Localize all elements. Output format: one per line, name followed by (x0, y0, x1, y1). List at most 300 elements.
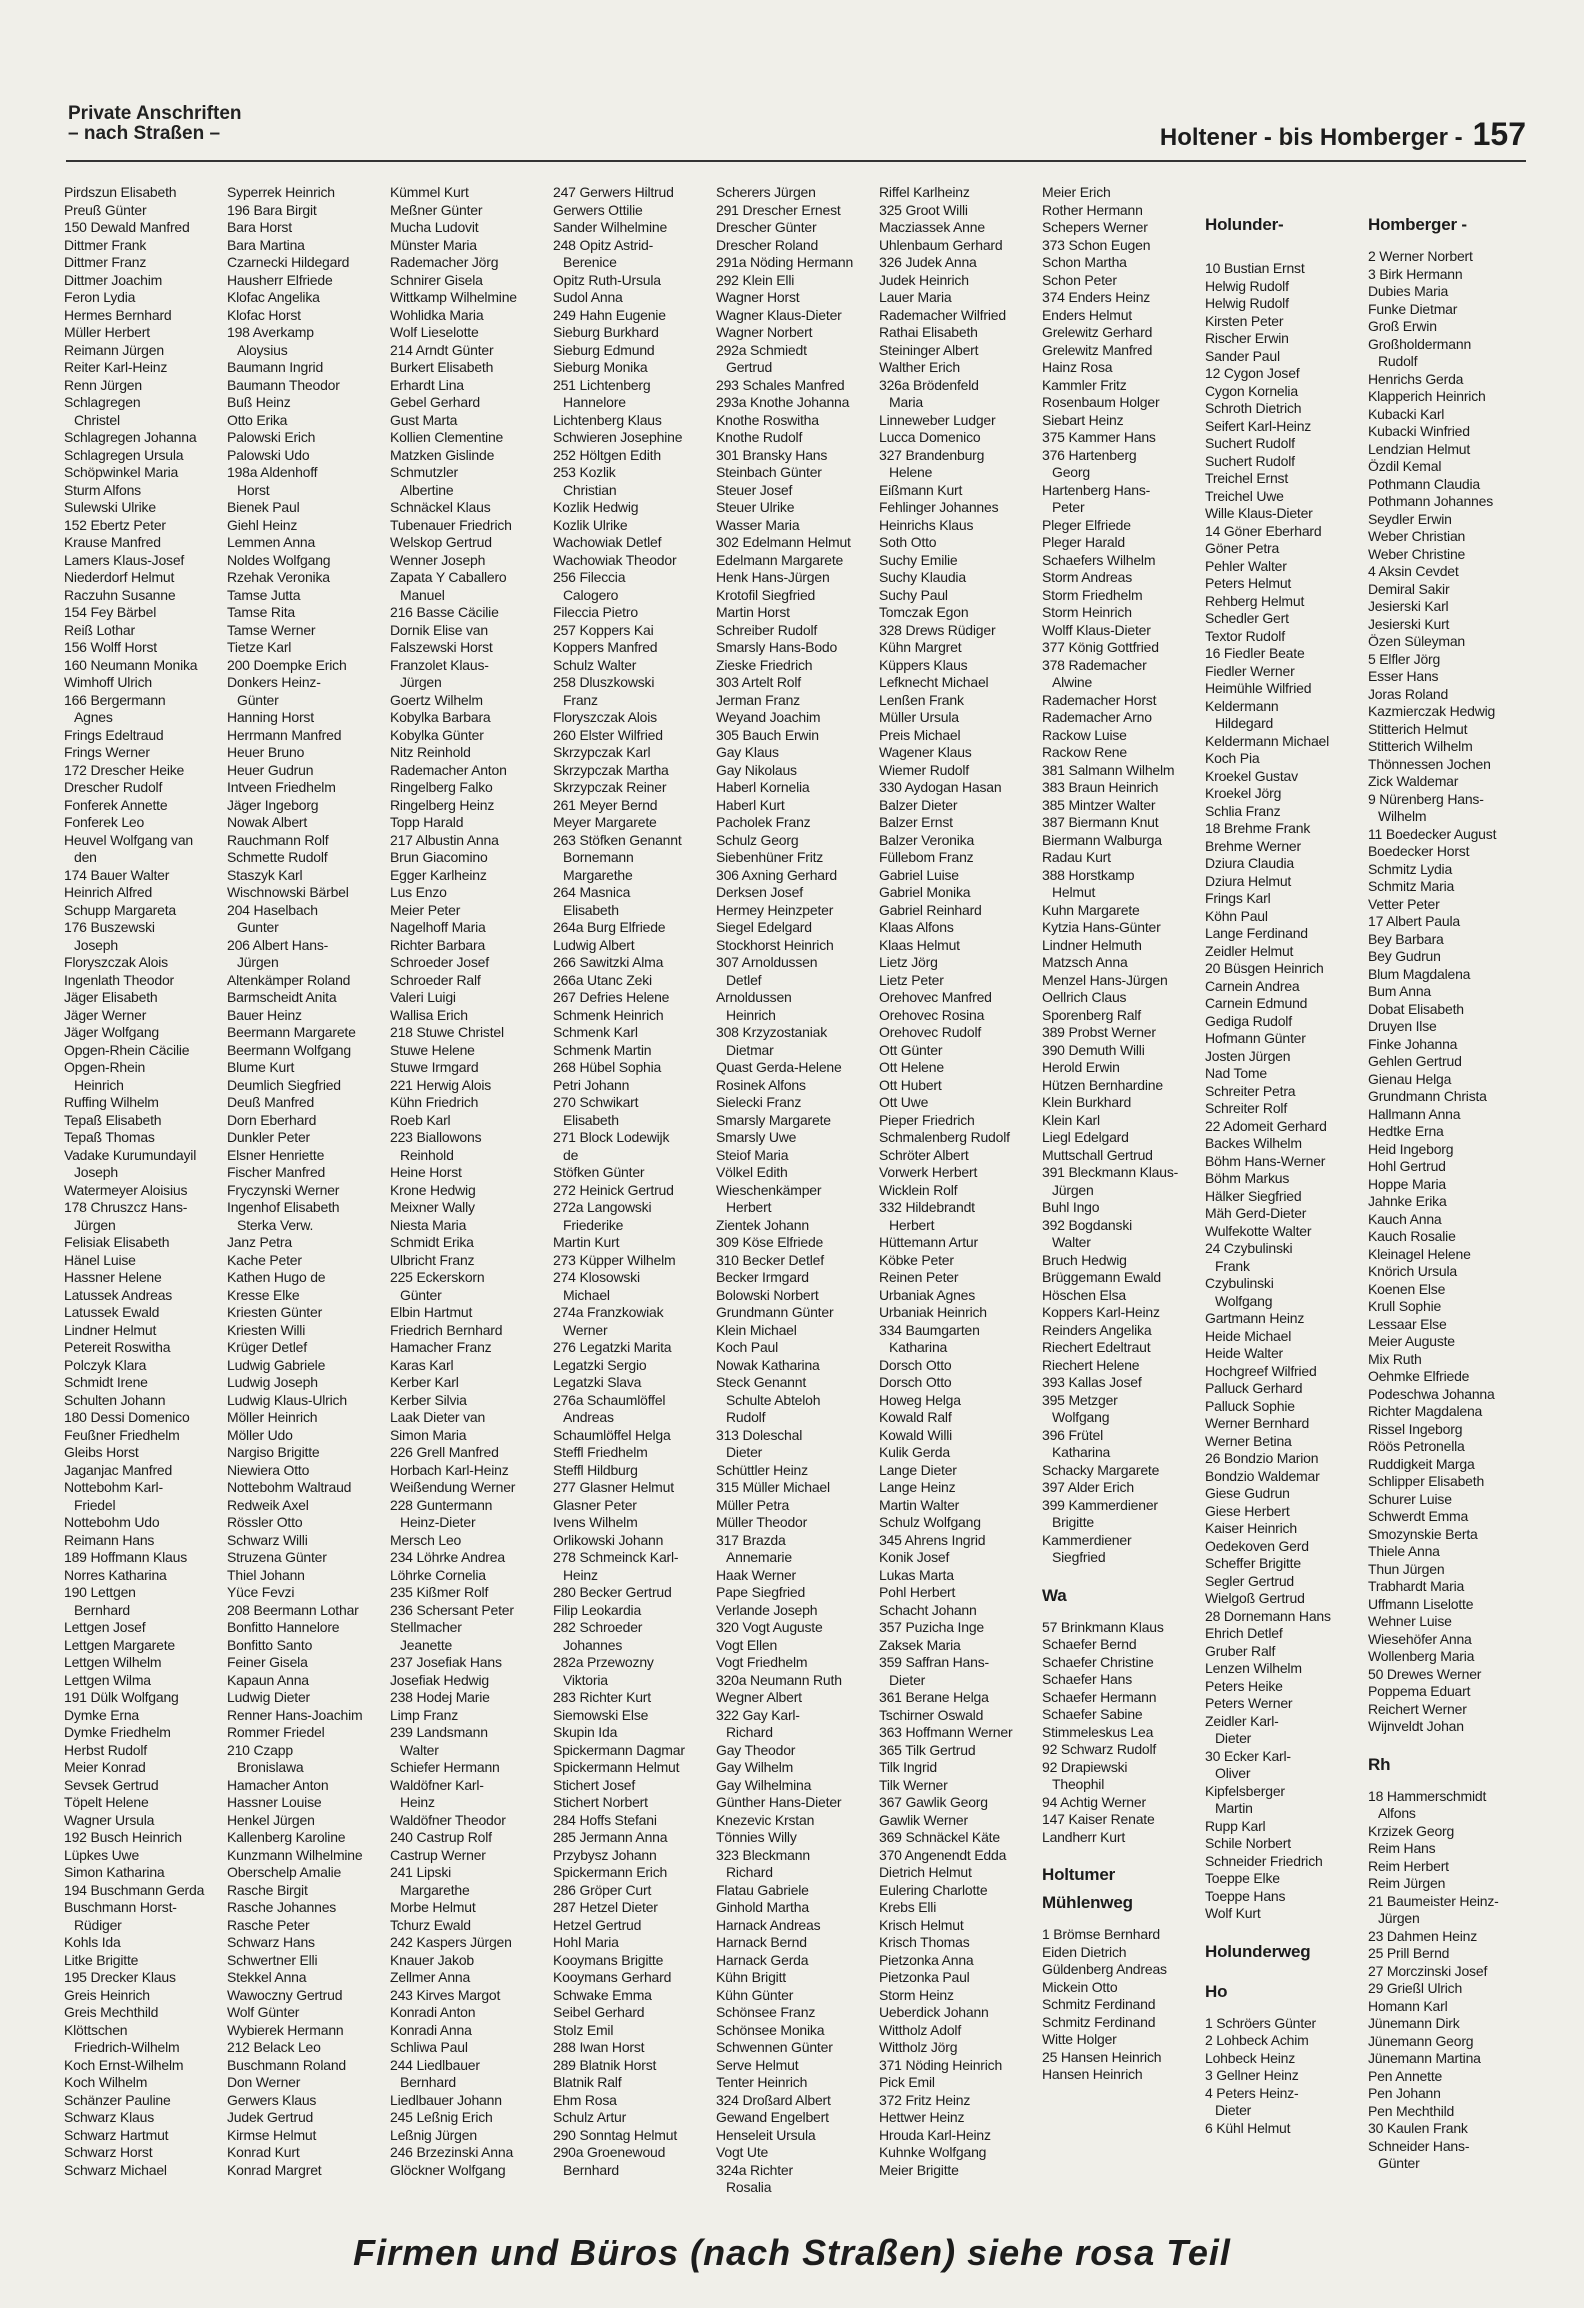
resident-entry: Vorwerk Herbert (879, 1164, 978, 1180)
resident-entry: Schulz Wolfgang (879, 1514, 981, 1530)
resident-entry: Sevsek Gertrud (64, 1776, 159, 1793)
resident-entry: 370 Angenendt Edda (879, 1846, 1007, 1863)
resident-entry: Sander Wilhelmine (553, 219, 668, 235)
resident-entry: Buhl Ingo (1042, 1199, 1100, 1215)
resident-entry: 375 Kammer Hans (1042, 429, 1156, 445)
resident-entry: 50 Drewes Werner (1368, 1665, 1482, 1682)
resident-entry: Meier Auguste (1368, 1333, 1455, 1349)
resident-entry: Koch Pia (1205, 750, 1260, 766)
resident-entry: 204 Haselbach (227, 901, 318, 918)
resident-entry: 302 Edelmann Helmut (716, 534, 851, 550)
resident-entry: Legatzki Slava (553, 1374, 642, 1390)
resident-entry: Palowski Udo (227, 446, 310, 463)
resident-entry: Franzolet Klaus- (390, 656, 489, 673)
resident-entry: Bey Barbara (1368, 930, 1444, 947)
resident-entry: Koch Ernst-Wilhelm (64, 2056, 184, 2073)
resident-entry: Schwarz Klaus (64, 2109, 154, 2125)
resident-entry: Kroekel Jörg (1205, 785, 1282, 801)
resident-entry: Schaefer Christine (1042, 1653, 1154, 1670)
resident-entry: Hedtke Erna (1368, 1123, 1444, 1139)
resident-entry: 289 Blatnik Horst (553, 2056, 657, 2073)
resident-entry: Becker Irmgard (716, 1269, 809, 1285)
resident-entry: Wijnveldt Johan (1368, 1718, 1464, 1734)
resident-entry: Bum Anna (1368, 983, 1431, 999)
resident-entry: Schwarz Hartmut (64, 2126, 169, 2143)
resident-entry: Herbst Rudolf (64, 1741, 147, 1758)
resident-entry: Laak Dieter van (390, 1409, 486, 1425)
resident-entry: Welskop Gertrud (390, 534, 492, 550)
resident-entry: Ludwig Albert (553, 936, 635, 953)
resident-entry: Giese Gudrun (1205, 1485, 1290, 1501)
resident-entry: 3 Birk Hermann (1368, 265, 1463, 282)
resident-entry: Klein Karl (1042, 1111, 1100, 1128)
street-heading: Rh (1368, 1754, 1391, 1774)
entry-continuation: Calogero (563, 586, 619, 603)
entry-continuation: Christel (74, 411, 120, 428)
resident-entry: 247 Gerwers Hiltrud (553, 184, 674, 200)
resident-entry: Rissel Ingeborg (1368, 1420, 1463, 1437)
resident-entry: Schwarz Willi (227, 1531, 308, 1548)
resident-entry: Köhn Paul (1205, 907, 1268, 924)
spacer (1042, 1846, 1205, 1858)
resident-entry: Wittholz Adolf (879, 2021, 962, 2038)
resident-entry: Giehl Heinz (227, 516, 298, 533)
entry-continuation: Gunter (237, 919, 279, 935)
resident-entry: Judek Gertrud (227, 2109, 314, 2125)
resident-entry: 147 Kaiser Renate (1042, 1811, 1155, 1827)
resident-entry: Pirdszun Elisabeth (64, 184, 177, 200)
resident-entry: Blatnik Ralf (553, 2074, 622, 2090)
resident-entry: Schlagregen (64, 394, 141, 410)
resident-entry: Sturm Alfons (64, 481, 141, 498)
resident-entry: 20 Büsgen Heinrich (1205, 960, 1324, 976)
resident-entry: Josefiak Hedwig (390, 1671, 489, 1688)
resident-entry: 4 Aksin Cevdet (1368, 563, 1459, 579)
resident-entry: Lietz Peter (879, 971, 944, 988)
resident-entry: Hausherr Elfriede (227, 271, 333, 288)
resident-entry: 309 Köse Elfriede (716, 1234, 824, 1250)
resident-entry: 317 Brazda (716, 1531, 786, 1548)
resident-entry: 240 Castrup Rolf (390, 1829, 492, 1845)
resident-entry: Czarnecki Hildegard (227, 254, 350, 270)
resident-entry: Tilk Ingrid (879, 1759, 937, 1775)
resident-entry: Kresse Elke (227, 1286, 300, 1303)
resident-entry: Reiter Karl-Heinz (64, 359, 168, 375)
resident-entry: 5 Elfler Jörg (1368, 650, 1441, 667)
resident-entry: 198a Aldenhoff (227, 464, 318, 480)
resident-entry: Wittkamp Wilhelmine (390, 289, 517, 305)
resident-entry: Schlagregen Johanna (64, 429, 197, 445)
resident-entry: Altenkämper Roland (227, 971, 351, 988)
resident-entry: Nottebohm Waltraud (227, 1479, 352, 1495)
resident-entry: Kohls Ida (64, 1934, 121, 1950)
resident-entry: Kulik Gerda (879, 1444, 950, 1460)
resident-entry: Ott Uwe (879, 1094, 929, 1110)
resident-entry: Knothe Roswitha (716, 411, 819, 428)
resident-entry: Klein Michael (716, 1321, 797, 1338)
resident-entry: Richter Barbara (390, 936, 486, 953)
resident-entry: Kytzia Hans-Günter (1042, 919, 1161, 935)
resident-entry: Niederdorf Helmut (64, 569, 175, 585)
resident-entry: Gay Wilhelmina (716, 1776, 812, 1793)
resident-entry: Wallisa Erich (390, 1006, 468, 1023)
entry-continuation: Dieter (1215, 1730, 1252, 1746)
resident-entry: Löhrke Cornelia (390, 1566, 486, 1583)
resident-entry: Stichert Josef (553, 1776, 636, 1793)
resident-entry: Lichtenberg Klaus (553, 411, 662, 428)
entry-continuation: Schulte Abteloh (726, 1391, 821, 1408)
resident-entry: Walther Erich (879, 359, 960, 375)
resident-entry: Bey Gudrun (1368, 948, 1441, 964)
resident-entry: Konradi Anna (390, 2021, 472, 2038)
resident-entry: Schroth Dietrich (1205, 400, 1302, 416)
resident-entry: 395 Metzger (1042, 1391, 1118, 1408)
entry-continuation: Jürgen (1052, 1181, 1094, 1198)
resident-entry: Drescher Rudolf (64, 779, 163, 795)
resident-entry: Sander Paul (1205, 347, 1280, 364)
resident-entry: Gewand Engelbert (716, 2109, 829, 2125)
resident-entry: Schon Martha (1042, 254, 1127, 270)
resident-entry: Barmscheidt Anita (227, 989, 337, 1005)
entry-continuation: Viktoria (563, 1671, 608, 1688)
resident-entry: Wegner Albert (716, 1689, 802, 1705)
entry-continuation: Richard (726, 1724, 773, 1740)
resident-entry: Lange Heinz (879, 1479, 956, 1495)
resident-entry: Meier Brigitte (879, 2161, 959, 2178)
resident-entry: 378 Rademacher (1042, 656, 1147, 673)
resident-entry: Ingenlath Theodor (64, 971, 174, 988)
resident-entry: Herold Erwin (1042, 1059, 1120, 1075)
resident-entry: Uffmann Liselotte (1368, 1595, 1474, 1612)
resident-entry: Radau Kurt (1042, 849, 1111, 865)
entry-continuation: Rudolf (1378, 353, 1418, 369)
resident-entry: Rackow Rene (1042, 744, 1127, 760)
resident-entry: Tomczak Egon (879, 604, 969, 620)
resident-entry: 221 Herwig Alois (390, 1076, 492, 1093)
entry-continuation: Hildegard (1215, 715, 1274, 731)
resident-entry: Rauchmann Rolf (227, 831, 329, 848)
resident-entry: Zick Waldemar (1368, 773, 1459, 789)
resident-entry: Röös Petronella (1368, 1438, 1465, 1454)
entry-continuation: Berenice (563, 254, 617, 270)
resident-entry: 287 Hetzel Dieter (553, 1899, 658, 1915)
resident-entry: 284 Hoffs Stefani (553, 1811, 657, 1828)
resident-entry: 94 Achtig Werner (1042, 1793, 1146, 1810)
resident-entry: 17 Albert Paula (1368, 913, 1460, 929)
resident-entry: 272a Langowski (553, 1199, 652, 1215)
resident-entry: Glasner Peter (553, 1496, 637, 1513)
resident-entry: Podeschwa Johanna (1368, 1385, 1495, 1402)
entry-continuation: Agnes (74, 709, 113, 725)
resident-entry: Konrad Margret (227, 2161, 322, 2178)
directory-column-4 (553, 184, 716, 2194)
resident-entry: 272 Heinick Gertrud (553, 1181, 674, 1198)
resident-entry: Skrzypczak Reiner (553, 779, 667, 795)
resident-entry: Schulten Johann (64, 1391, 166, 1408)
resident-entry: Wollenberg Maria (1368, 1648, 1475, 1664)
entry-continuation: Margarethe (400, 1881, 470, 1898)
resident-entry: Schaefer Bernd (1042, 1636, 1137, 1652)
resident-entry: Arnoldussen (716, 989, 792, 1005)
resident-entry: Buschmann Roland (227, 2056, 346, 2073)
entry-continuation: Walter (1052, 1234, 1091, 1250)
resident-entry: Intveen Friedhelm (227, 779, 336, 795)
resident-entry: Wolf Kurt (1205, 1905, 1261, 1921)
resident-entry: Lohbeck Heinz (1205, 2049, 1296, 2066)
resident-entry: 4 Peters Heinz- (1205, 2084, 1299, 2101)
page-number: 157 (1472, 116, 1526, 152)
resident-entry: Großholdermann (1368, 335, 1472, 352)
resident-entry: 267 Defries Helene (553, 989, 670, 1005)
resident-entry: Dubies Maria (1368, 283, 1449, 299)
resident-entry: Schänzer Pauline (64, 2091, 171, 2108)
resident-entry: Steffl Friedhelm (553, 1444, 648, 1460)
resident-entry: Hohl Maria (553, 1934, 619, 1950)
resident-entry: Felisiak Elisabeth (64, 1234, 170, 1250)
resident-entry: Hochgreef Wilfried (1205, 1362, 1317, 1379)
resident-entry: Lettgen Wilma (64, 1671, 151, 1688)
resident-entry: 276 Legatzki Marita (553, 1339, 672, 1355)
resident-entry: 3 Gellner Heinz (1205, 2067, 1299, 2083)
resident-entry: Füllebom Franz (879, 849, 974, 865)
resident-entry: Spickermann Helmut (553, 1759, 680, 1775)
resident-entry: Castrup Werner (390, 1846, 486, 1863)
resident-entry: Syperrek Heinrich (227, 184, 335, 200)
resident-entry: Boedecker Horst (1368, 843, 1470, 859)
resident-entry: Valeri Luigi (390, 989, 456, 1005)
resident-entry: Skupin Ida (553, 1724, 618, 1740)
resident-entry: Gay Theodor (716, 1741, 796, 1758)
resident-entry: Janz Petra (227, 1234, 292, 1250)
resident-entry: Rasche Peter (227, 1916, 310, 1933)
resident-entry: 307 Arnoldussen (716, 954, 818, 970)
resident-entry: Keldermann (1205, 697, 1279, 714)
resident-entry: Völkel Edith (716, 1164, 788, 1180)
resident-entry: Hanning Horst (227, 709, 314, 725)
resident-entry: Kollien Clementine (390, 429, 504, 445)
resident-entry: Rother Hermann (1042, 201, 1143, 218)
resident-entry: 238 Hodej Marie (390, 1689, 490, 1705)
resident-entry: Orehovec Manfred (879, 989, 992, 1005)
resident-entry: Hermey Heinzpeter (716, 901, 834, 918)
resident-entry: Suchy Emilie (879, 551, 958, 568)
entry-continuation: Manuel (400, 586, 445, 603)
resident-entry: Baumann Ingrid (227, 359, 324, 375)
resident-entry: Zaksek Maria (879, 1636, 961, 1653)
resident-entry: Kühn Friedrich (390, 1094, 479, 1110)
resident-entry: 324 Droßard Albert (716, 2091, 831, 2108)
resident-entry: Bauer Heinz (227, 1006, 302, 1023)
resident-entry: Heuer Gudrun (227, 761, 314, 778)
resident-entry: Schaumlöffel Helga (553, 1426, 671, 1443)
resident-entry: Funke Dietmar (1368, 300, 1458, 317)
resident-entry: Tchurz Ewald (390, 1916, 471, 1933)
resident-entry: 363 Hoffmann Werner (879, 1724, 1013, 1740)
resident-entry: Ott Helene (879, 1059, 944, 1075)
resident-entry: 235 Kißmer Rolf (390, 1584, 489, 1600)
entry-continuation: Bronislawa (237, 1759, 304, 1775)
resident-entry: Egger Karlheinz (390, 866, 487, 883)
resident-entry: Toeppe Hans (1205, 1887, 1286, 1904)
entry-continuation: Detlef (726, 971, 762, 988)
entry-continuation: Dieter (1215, 2102, 1252, 2118)
entry-continuation: Bornemann (563, 849, 634, 865)
resident-entry: Skrzypczak Martha (553, 761, 669, 778)
resident-entry: 390 Demuth Willi (1042, 1041, 1145, 1058)
resident-entry: Kühn Günter (716, 1986, 794, 2003)
resident-entry: Struzena Günter (227, 1549, 327, 1565)
resident-entry: Koenen Else (1368, 1280, 1446, 1297)
entry-continuation: Andreas (563, 1409, 614, 1425)
resident-entry: Trabhardt Maria (1368, 1578, 1465, 1594)
spacer (1205, 248, 1368, 260)
resident-entry: Frings Karl (1205, 890, 1271, 906)
resident-entry: 327 Brandenburg (879, 446, 985, 463)
resident-entry: Segler Gertrud (1205, 1572, 1295, 1589)
resident-entry: Weyand Joachim (716, 709, 821, 725)
resident-entry: Urbaniak Heinrich (879, 1304, 987, 1320)
resident-entry: Sudol Anna (553, 289, 623, 305)
page-footer: Firmen und Büros (nach Straßen) siehe rosa Teil (353, 2232, 1231, 2273)
resident-entry: 192 Busch Heinrich (64, 1829, 182, 1845)
resident-entry: Joras Roland (1368, 685, 1449, 702)
resident-entry: Reinders Angelika (1042, 1321, 1152, 1338)
resident-entry: Henk Hans-Jürgen (716, 569, 830, 585)
entry-continuation: Heinz (563, 1566, 598, 1583)
resident-entry: Elsner Henriette (227, 1146, 325, 1163)
resident-entry: Treichel Uwe (1205, 487, 1284, 504)
resident-entry: Rehberg Helmut (1205, 592, 1305, 609)
resident-entry: Elbin Hartmut (390, 1304, 473, 1320)
resident-entry: Latussek Andreas (64, 1286, 173, 1303)
resident-entry: Pehler Walter (1205, 557, 1287, 574)
resident-entry: Rupp Karl (1205, 1817, 1266, 1834)
header-rule (66, 160, 1526, 162)
resident-entry: Wagner Norbert (716, 324, 813, 340)
resident-entry: Schlagregen Ursula (64, 446, 184, 463)
resident-entry: Tepaß Elisabeth (64, 1111, 162, 1128)
resident-entry: 10 Bustian Ernst (1205, 260, 1305, 276)
resident-entry: Lettgen Margarete (64, 1636, 176, 1653)
resident-entry: Norres Katharina (64, 1566, 167, 1583)
resident-entry: 308 Krzyzostaniak (716, 1024, 827, 1040)
resident-entry: 328 Drews Rüdiger (879, 621, 996, 638)
resident-entry: Bolowski Norbert (716, 1286, 819, 1303)
resident-entry: 399 Kammerdiener (1042, 1496, 1158, 1513)
resident-entry: Sporenberg Ralf (1042, 1006, 1141, 1023)
resident-entry: 325 Groot Willi (879, 201, 968, 218)
resident-entry: 195 Drecker Klaus (64, 1969, 176, 1985)
resident-entry: Stellmacher (390, 1619, 462, 1635)
resident-entry: Martin Horst (716, 604, 790, 620)
entry-continuation: de (563, 1146, 579, 1163)
resident-entry: Heinrichs Klaus (879, 516, 974, 533)
resident-entry: Grelewitz Gerhard (1042, 324, 1153, 340)
resident-entry: 92 Schwarz Rudolf (1042, 1741, 1157, 1757)
resident-entry: Steinbach Günter (716, 464, 822, 480)
resident-entry: Kipfelsberger (1205, 1782, 1285, 1799)
resident-entry: Opgen-Rhein Cäcilie (64, 1041, 190, 1058)
resident-entry: Niesta Maria (390, 1216, 467, 1233)
spacer (1042, 1607, 1205, 1619)
resident-entry: Kammerdiener (1042, 1531, 1132, 1548)
resident-entry: Jäger Werner (64, 1006, 147, 1023)
resident-entry: Drescher Roland (716, 236, 819, 253)
resident-entry: 266 Sawitzki Alma (553, 954, 664, 970)
resident-entry: Mickein Otto (1042, 1978, 1118, 1995)
resident-entry: Harnack Gerda (716, 1951, 809, 1968)
resident-entry: Nitz Reinhold (390, 744, 471, 760)
resident-entry: Weber Christian (1368, 528, 1466, 544)
resident-entry: Steiof Maria (716, 1146, 789, 1163)
resident-entry: Brehme Werner (1205, 837, 1301, 854)
resident-entry: 156 Wolff Horst (64, 639, 157, 655)
resident-entry: 21 Baumeister Heinz- (1368, 1892, 1499, 1909)
resident-entry: Jesierski Kurt (1368, 615, 1450, 632)
resident-entry: Klapperich Heinrich (1368, 388, 1486, 404)
resident-entry: 266a Utanc Zeki (553, 971, 652, 988)
entry-continuation: Joseph (74, 936, 118, 953)
resident-entry: 293 Schales Manfred (716, 376, 845, 393)
resident-entry: Fehlinger Johannes (879, 499, 999, 515)
resident-entry: Stuwe Irmgard (390, 1059, 479, 1075)
resident-entry: Schöpwinkel Maria (64, 464, 179, 480)
resident-entry: Kirmse Helmut (227, 2126, 317, 2143)
resident-entry: 243 Kirves Margot (390, 1986, 501, 2003)
entry-continuation: Horst (237, 481, 270, 498)
resident-entry: Landherr Kurt (1042, 1828, 1126, 1845)
resident-entry: 217 Albustin Anna (390, 831, 499, 848)
page-header-right (1160, 116, 1526, 153)
resident-entry: Steffl Hildburg (553, 1461, 638, 1478)
resident-entry: Gay Klaus (716, 744, 779, 760)
resident-entry: Jünemann Martina (1368, 2050, 1481, 2066)
resident-entry: 264 Masnica (553, 884, 631, 900)
resident-entry: 292 Klein Elli (716, 271, 795, 288)
entry-continuation: Friedel (74, 1496, 116, 1513)
resident-entry: 1 Brömse Bernhard (1042, 1926, 1160, 1942)
entry-continuation: Heinrich (74, 1076, 124, 1093)
resident-entry: Wiemer Rudolf (879, 761, 969, 778)
resident-entry: Hartenberg Hans- (1042, 481, 1151, 498)
resident-entry: Oberschelp Amalie (227, 1864, 342, 1880)
resident-entry: Balzer Dieter (879, 796, 958, 813)
resident-entry: Münster Maria (390, 236, 477, 253)
resident-entry: Dziura Claudia (1205, 855, 1295, 871)
resident-entry: Dittmer Frank (64, 236, 147, 253)
resident-entry: Kirsten Peter (1205, 312, 1284, 329)
resident-entry: Kooymans Gerhard (553, 1969, 672, 1985)
resident-entry: Dorn Eberhard (227, 1111, 317, 1128)
resident-entry: Palluck Gerhard (1205, 1380, 1303, 1396)
spacer (1368, 1776, 1531, 1788)
resident-entry: Kauch Anna (1368, 1210, 1442, 1227)
resident-entry: Textor Rudolf (1205, 627, 1285, 644)
resident-entry: Koppers Manfred (553, 639, 658, 655)
entry-continuation: Frank (1215, 1257, 1250, 1274)
resident-entry: 172 Drescher Heike (64, 761, 185, 778)
resident-entry: Palluck Sophie (1205, 1397, 1295, 1414)
resident-entry: Hetzel Gertrud (553, 1916, 642, 1933)
resident-entry: Yüce Fevzi (227, 1584, 295, 1600)
resident-entry: 28 Dornemann Hans (1205, 1607, 1331, 1624)
resident-entry: 345 Ahrens Ingrid (879, 1531, 986, 1548)
resident-entry: 315 Müller Michael (716, 1479, 830, 1495)
resident-entry: 292a Schmiedt (716, 341, 807, 358)
resident-entry: Kriesten Willi (227, 1321, 306, 1338)
resident-entry: Richter Magdalena (1368, 1403, 1483, 1419)
resident-entry: 226 Grell Manfred (390, 1444, 499, 1460)
